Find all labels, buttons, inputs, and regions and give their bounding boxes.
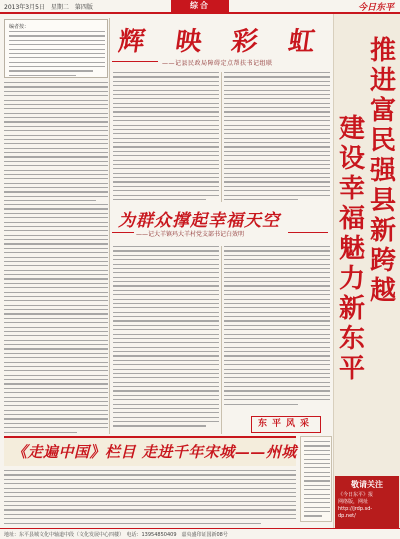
headline-char: 辉 (116, 26, 147, 57)
slogan-char: 设 (338, 144, 365, 174)
section-label: 综合 (171, 0, 229, 12)
column-rule (109, 18, 110, 434)
bottom-headline (4, 436, 296, 466)
web-edition-url[interactable]: 《今日东平》报 网络版，网址 http://jrdp.sd- dp.net/ (338, 492, 374, 519)
headline-char: 映 (173, 26, 204, 57)
article-mid-d (224, 246, 330, 414)
masthead (0, 0, 400, 14)
slogan-char: 进 (369, 66, 396, 96)
newspaper-logo: 今日东平 (357, 3, 394, 13)
section-stamp: 东平风采 (251, 416, 321, 433)
footer-address: 地址：东平县城文化中轴道中段（文化发展中心四楼） 电话：13954850409 嘉央盛印证国新08号 (4, 532, 228, 538)
slogan-char: 幸 (338, 174, 365, 204)
slogan-char: 东 (338, 324, 365, 354)
article-mid-c (113, 246, 219, 432)
side-news-box (300, 436, 332, 522)
editor-note (4, 19, 108, 78)
slogan-char: 福 (338, 204, 365, 234)
article-mid-a (113, 72, 219, 202)
article-left-bottom (4, 204, 108, 434)
column-rule (221, 72, 222, 202)
second-headline-title: 为群众撑起幸福天空 (118, 211, 280, 231)
slogan-left (337, 114, 367, 384)
side-news-text (304, 441, 330, 519)
slogan-char: 民 (369, 126, 396, 156)
main-headline (112, 20, 322, 68)
bottom-headline-title: 《走遍中国》栏目 走进千年宋城——州城 (12, 443, 297, 461)
headline-rule (112, 232, 134, 233)
main-headline-subtitle: ——记县民政局障碍定点帮扶书记组联 (162, 60, 273, 67)
main-headline-title (112, 22, 322, 56)
slogan-banner (333, 14, 400, 539)
column-rule (221, 246, 222, 434)
slogan-char: 力 (338, 264, 365, 294)
web-edition-title: 敬请关注 (351, 480, 383, 489)
slogan-char: 新 (338, 294, 365, 324)
editor-note-text (9, 31, 105, 77)
issue-date: 2013年3月5日 星期二 第四版 (4, 4, 93, 11)
slogan-char: 推 (369, 36, 396, 66)
slogan-char: 县 (369, 186, 396, 216)
headline-char: 彩 (229, 26, 261, 57)
headline-rule (112, 61, 158, 62)
slogan-char: 平 (338, 354, 365, 384)
article-bottom (4, 470, 296, 526)
slogan-char: 跨 (369, 246, 396, 276)
article-left-top (4, 82, 108, 202)
article-mid-b (224, 72, 330, 202)
slogan-char: 建 (338, 114, 365, 144)
page-footer (0, 528, 400, 539)
slogan-right (368, 36, 398, 306)
second-headline (112, 206, 330, 242)
second-headline-subtitle: ——记大羊镇玛大羊村党支部书记白效明 (136, 231, 245, 238)
slogan-char: 强 (369, 156, 396, 186)
slogan-char: 富 (369, 96, 396, 126)
headline-char: 虹 (286, 26, 317, 57)
headline-rule (288, 232, 328, 233)
slogan-char: 魅 (338, 234, 365, 264)
editor-note-heading: 编者按： (9, 24, 30, 30)
slogan-char: 越 (369, 276, 396, 306)
slogan-char: 新 (369, 216, 396, 246)
